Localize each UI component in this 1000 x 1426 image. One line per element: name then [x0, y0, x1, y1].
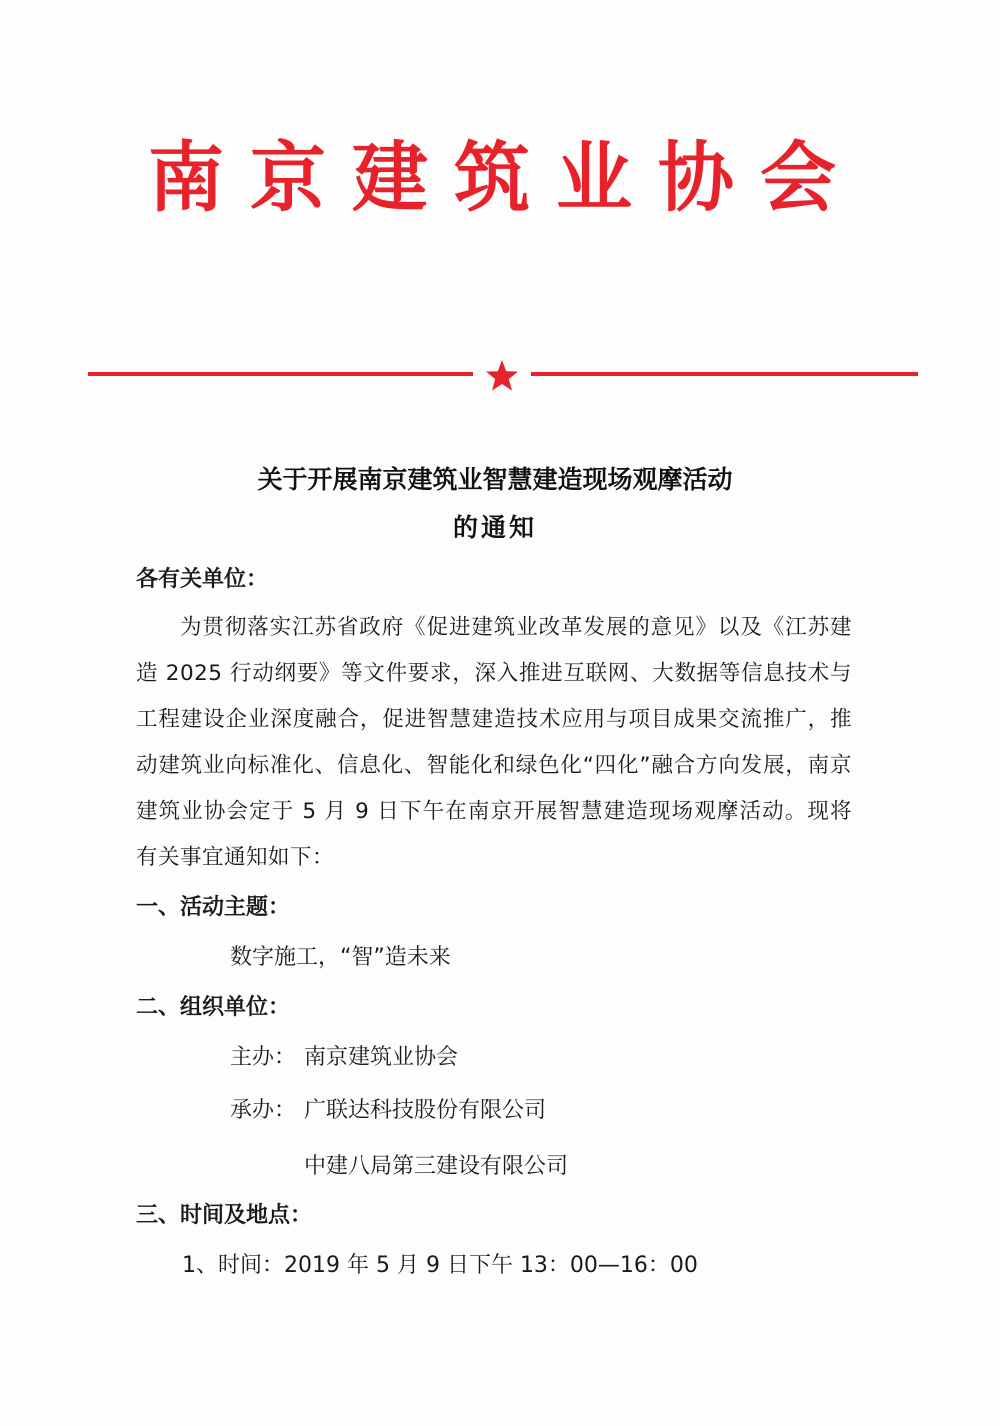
divider-rule-right	[531, 372, 918, 376]
notice-title-line-2: 的通知	[452, 513, 537, 542]
section-theme-heading: 一、活动主题：	[136, 895, 291, 920]
letterhead-divider	[88, 360, 918, 400]
organizer-host-label: 主办：	[230, 1045, 297, 1070]
body-paragraph: 为贯彻落实江苏省政府《促进建筑业改革发展的意见》以及《江苏建造 2025 行动纲要》等文件要求，深入推进互联网、大数据等信息技术与工程建设企业深度融合，促进智慧建造技术应用与项目成果交流推广，推动建筑业向标准化、信息化、智能化和绿色化“四化”融合方向发展，南京建筑业协会定于 5 月 9 日下午在南京开展智慧建造现场观摩活动。现将有关事宜通知如下：	[136, 615, 852, 870]
section-organizers-heading: 二、组织单位：	[136, 995, 291, 1020]
salutation: 各有关单位：	[136, 567, 269, 592]
organizer-co-host-2: 中建八局第三建设有限公司	[304, 1154, 569, 1179]
star-icon	[484, 358, 520, 394]
section-time-place-heading: 三、时间及地点：	[136, 1203, 313, 1228]
organizer-co-label: 承办：	[230, 1098, 297, 1123]
time-item: 1、时间：2019 年 5 月 9 日下午 13：00—16：00	[182, 1253, 698, 1278]
notice-title-line-1: 关于开展南京建筑业智慧建造现场观摩活动	[257, 465, 733, 494]
section-theme-content: 数字施工，“智”造未来	[230, 945, 451, 970]
organizer-host: 南京建筑业协会	[304, 1045, 459, 1070]
divider-rule-left	[88, 372, 473, 376]
organizer-co-host-1: 广联达科技股份有限公司	[304, 1098, 547, 1123]
letterhead-org-name: 南京建筑业协会	[148, 133, 862, 222]
